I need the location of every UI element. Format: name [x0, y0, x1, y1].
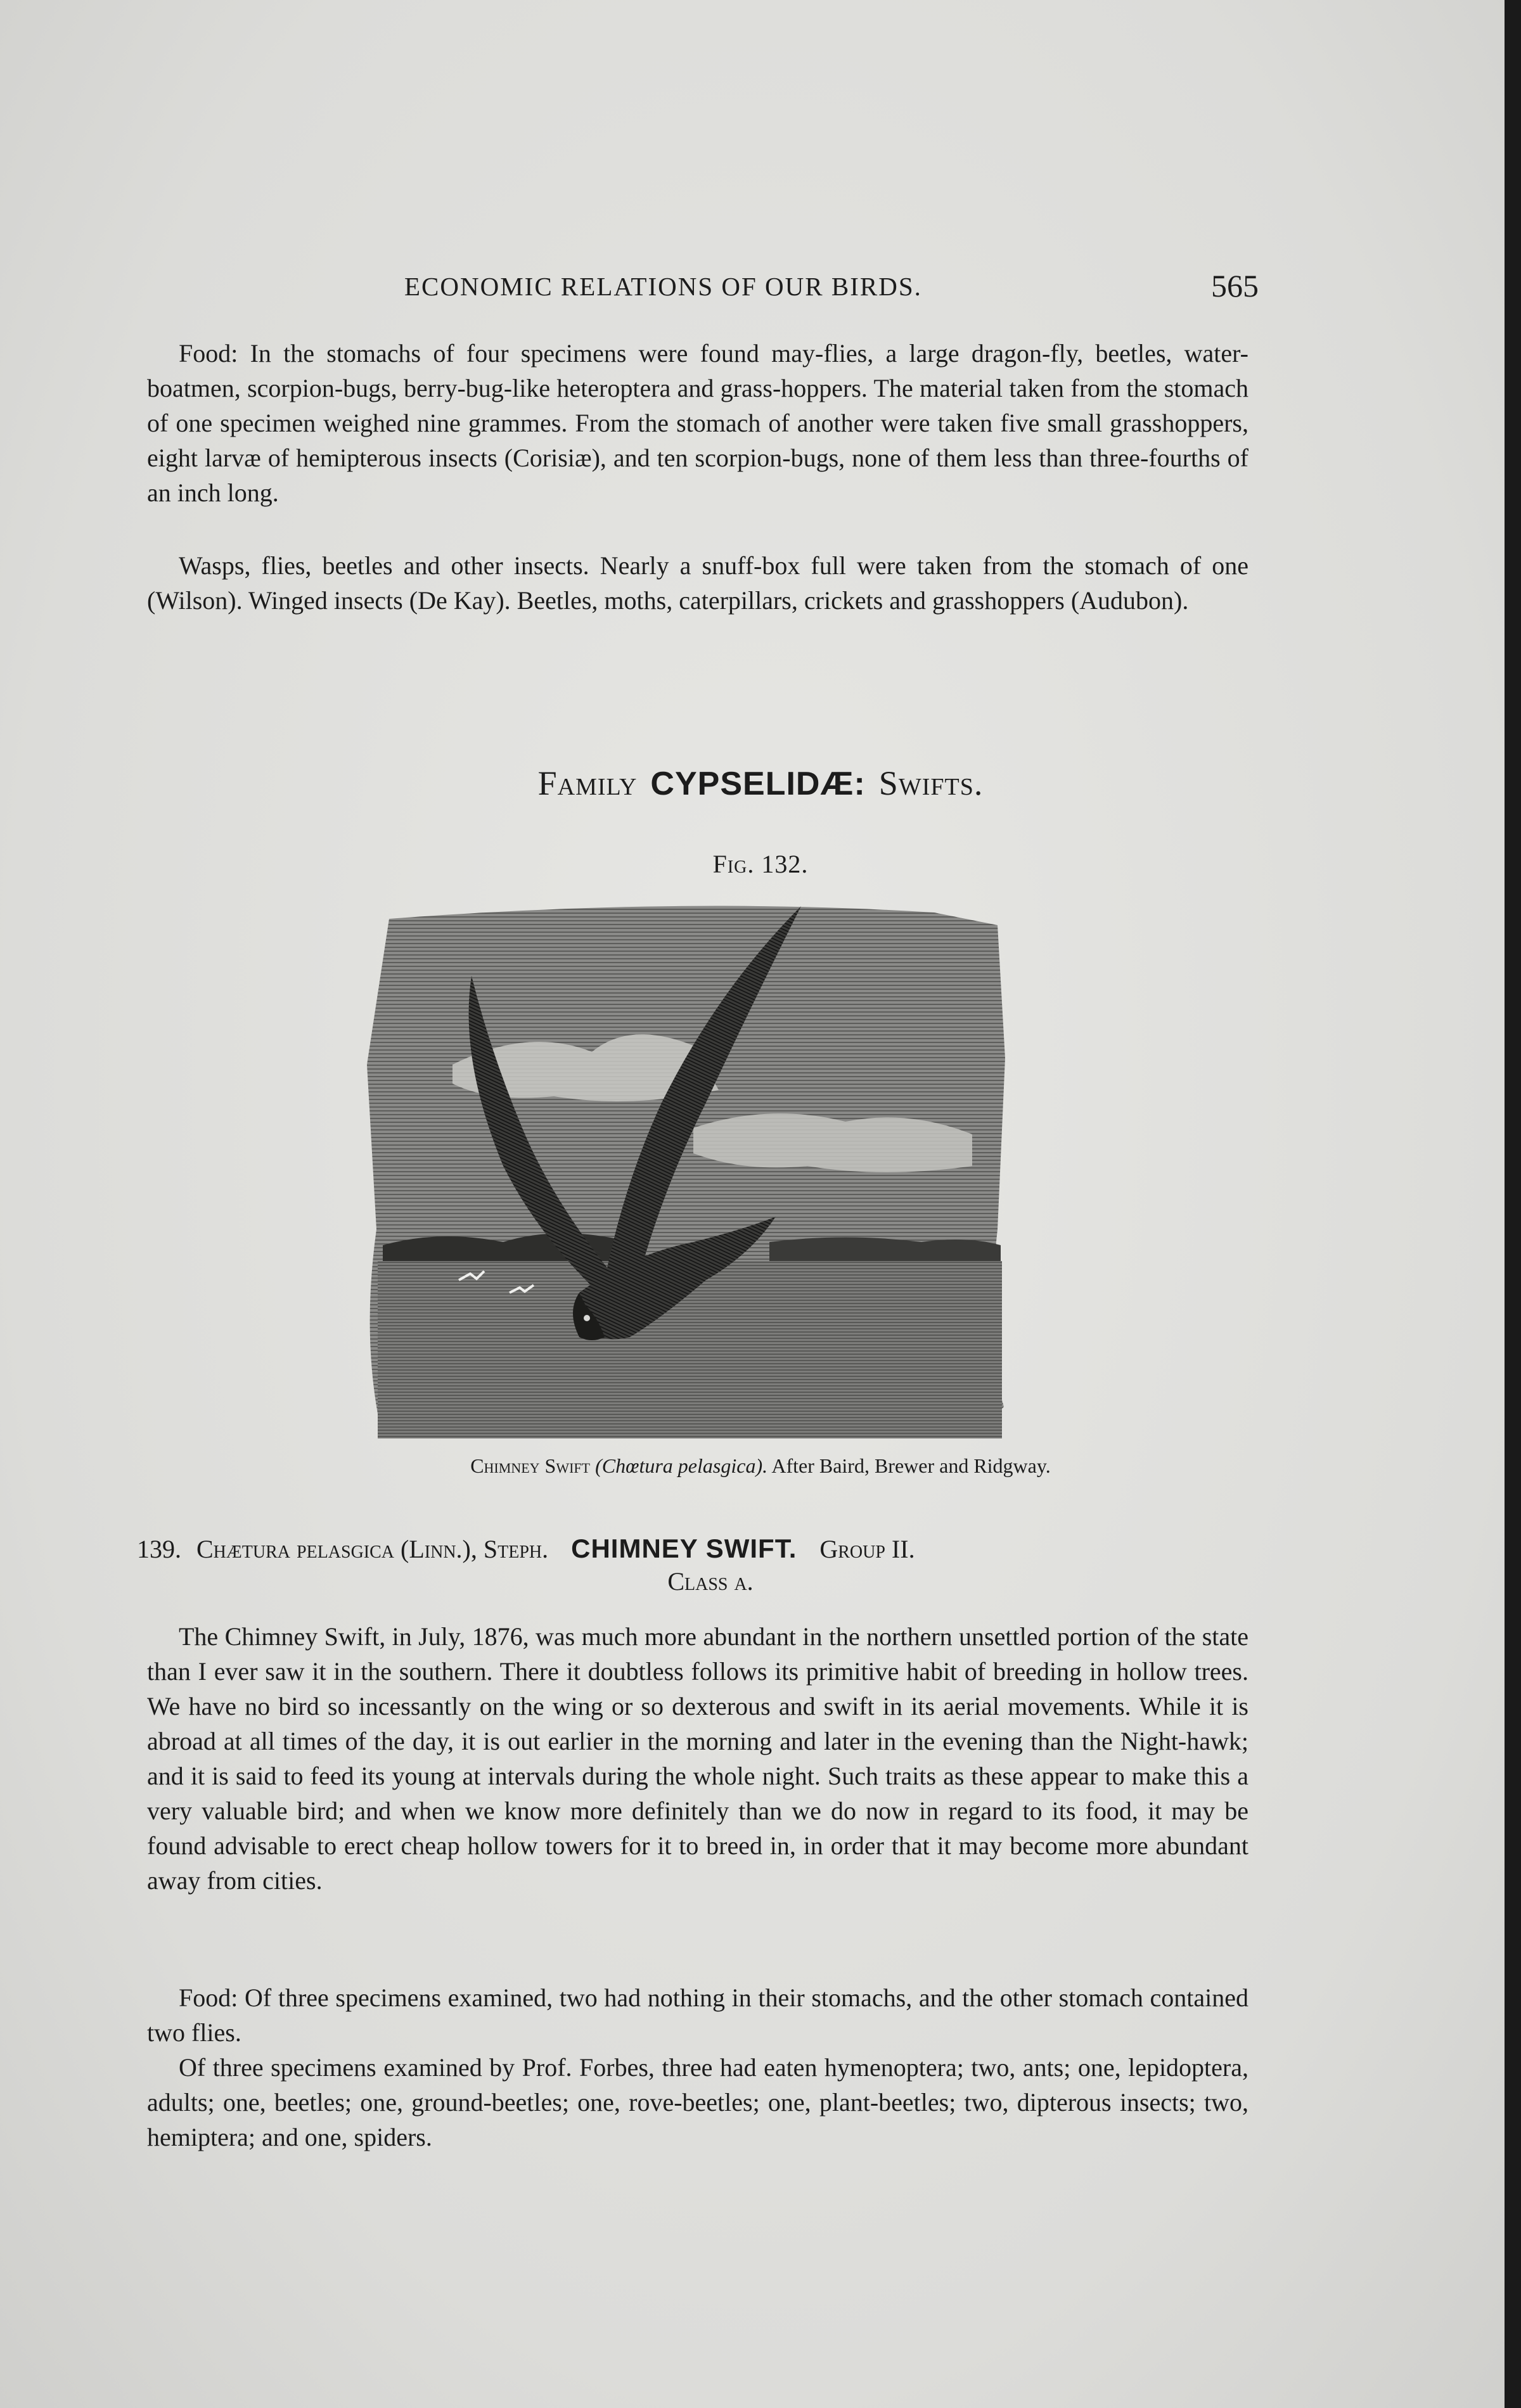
forbes-paragraph: Of three specimens examined by Prof. Forbes, three had eaten hymenoptera; two, ants; one, lepidoptera, adults; one, beetles; one, ground-beetles; one, rove-beetles; one, plant-beetles; two, dipterous insects; two, hemiptera; and one, spiders.	[147, 2053, 1248, 2151]
species-class: Class a.	[667, 1567, 754, 1596]
chimney-swift-engraving	[364, 900, 1009, 1445]
figure-label: Fig. 132.	[712, 850, 809, 878]
wasps-paragraph: Wasps, flies, beetles and other insects. Nearly a snuff-box full were taken from the stomach of one (Wilson). Winged insects (De Kay). Beetles, moths, caterpillars, crickets and grasshoppers (Audubon).	[147, 551, 1248, 615]
food-paragraph-top: Food: In the stomachs of four specimens were found may-flies, a large dragon-fly, beetles, water-boatmen, scorpion-bugs, berry-bug-like heteroptera and grass-hoppers. The material taken from the stomach of one specimen weighed nine grammes. From the stomach of another were taken five small grasshoppers, eight larvæ of hemipterous insects (Corisiæ), and ten scorpion-bugs, none of them less than three-fourths of an inch long.	[147, 339, 1248, 507]
food-paragraph-swift: Food: Of three specimens examined, two had nothing in their stomachs, and the other stomach contained two flies.	[147, 1983, 1248, 2047]
running-head: ECONOMIC RELATIONS OF OUR BIRDS.	[404, 272, 922, 301]
species-scientific-name: Chætura pelasgica (Linn.), Steph.	[196, 1535, 549, 1563]
page-number: 565	[1211, 268, 1259, 304]
family-heading	[0, 764, 1521, 803]
species-group: Group II.	[819, 1535, 915, 1563]
cloud	[693, 1113, 972, 1172]
figure-caption	[0, 1454, 1521, 1478]
treeline	[769, 1238, 1001, 1263]
swift-eye	[584, 1315, 590, 1321]
family-common-name: Swifts.	[878, 764, 984, 802]
chimney-swift-paragraph: The Chimney Swift, in July, 1876, was much more abundant in the northern unsettled portion of the state than I ever saw it in the southern. There it doubtless follows its primitive habit of breeding in hollow trees. We have no bird so incessantly on the wing or so dexterous and swift in its aerial movements. While it is abroad at all times of the day, it is out earlier in the morning and later in the evening than the Night-hawk; and it is said to feed its young at intervals during the whole night. Such traits as these appear to make this a very valuable bird; and when we know more definitely than we do now in regard to its food, it may be found advisable to erect cheap hollow towers for it to breed in, in order that it may become more abundant away from cities.	[147, 1622, 1248, 1895]
caption-credit: After Baird, Brewer and Ridgway.	[771, 1454, 1051, 1477]
species-heading	[137, 1534, 1259, 1596]
species-common-name: CHIMNEY SWIFT.	[571, 1534, 797, 1563]
family-name: CYPSELIDÆ:	[650, 765, 866, 802]
caption-scientific-name: (Chœtura pelasgica).	[595, 1454, 768, 1477]
caption-common-name: Chimney Swift	[470, 1454, 591, 1477]
page-header	[118, 267, 1259, 312]
species-number: 139.	[137, 1535, 181, 1563]
scan-edge	[1505, 0, 1521, 2408]
family-word: Family	[537, 764, 638, 802]
